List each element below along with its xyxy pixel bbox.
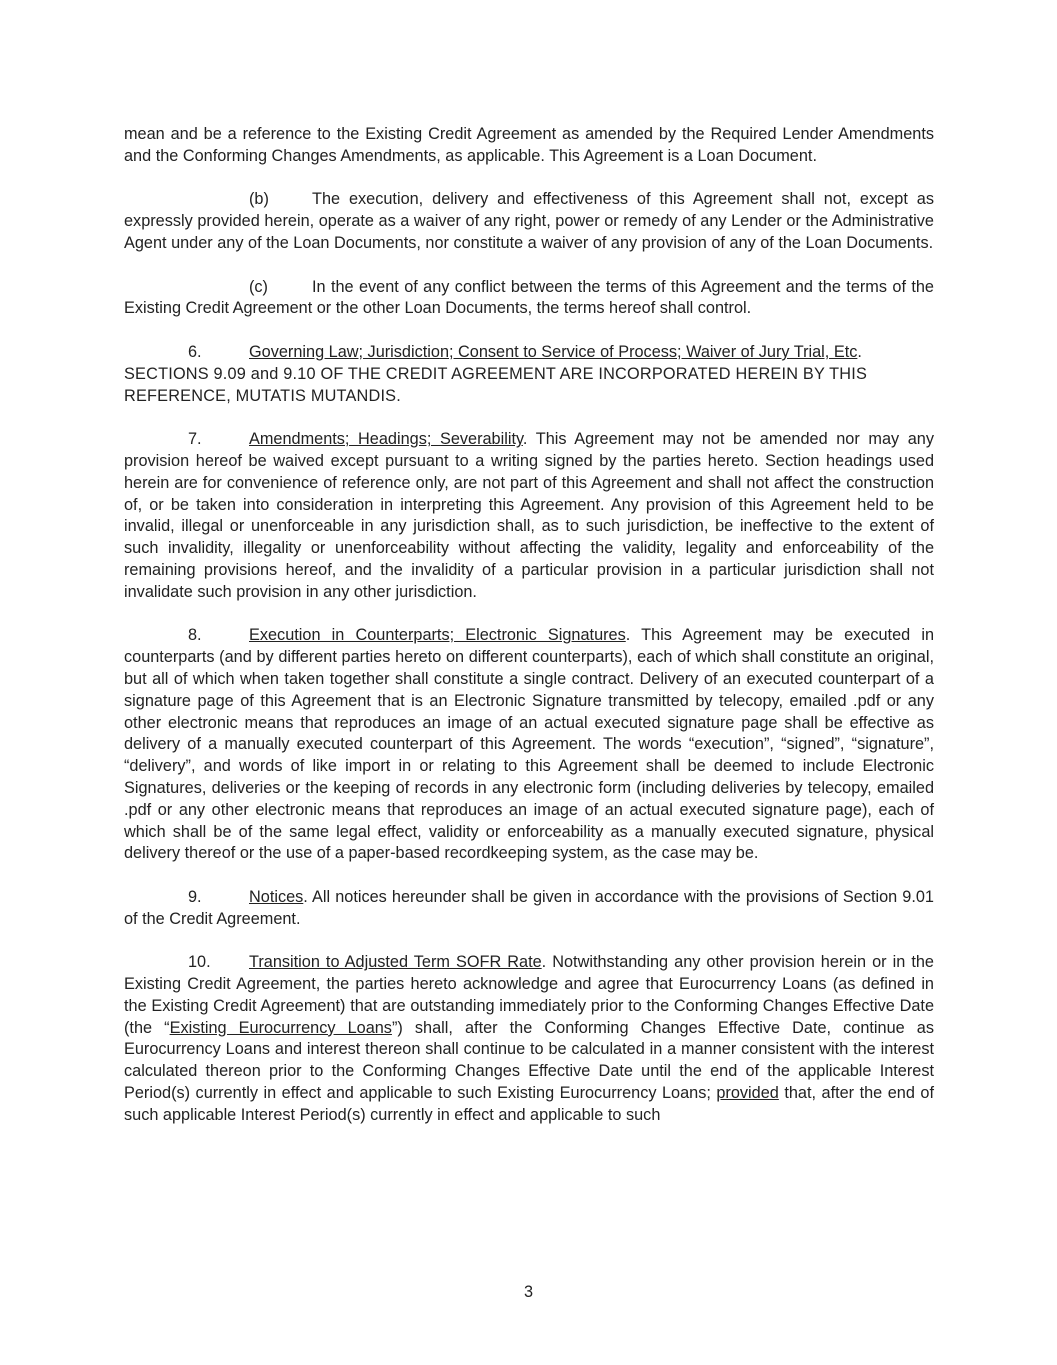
section-7 [124,429,934,603]
section-6-heading: Governing Law; Jurisdiction; Consent to Service of Process; Waiver of Jury Trial, Etc [249,342,858,361]
section-10-text-b: ”) shall, after the Conforming Changes Effective Date, continue as Eurocurrency Loans and interest thereon shall continue to be calculated in a manner consistent with the interest calculated thereon prior to the Conforming Changes Effective Date until the end of the applicable Interest Period(s) currently in effect and applicable to such Existing Eurocurrency Loans; [124,1018,934,1103]
intro-paragraph [124,124,934,168]
section-9-number: 9. [188,887,202,906]
subsection-b [124,189,934,254]
section-10-number: 10. [188,953,211,972]
page-number: 3 [523,1283,534,1301]
section-9-text: . All notices hereunder shall be given in accordance with the provisions of Section 9.01 of the Credit Agreement. [124,887,934,928]
subsection-b-text: The execution, delivery and effectiveness of this Agreement shall not, except as expressly provided herein, operate as a waiver of any right, power or remedy of any Lender or the Administrative Agent under any of the Loan Documents, nor constitute a waiver of any provision of any of the Loan Documents. [124,190,934,252]
section-6 [124,342,934,407]
section-10-text-c: that, after the end of such applicable Interest Period(s) currently in effect and applicable to such [124,1084,934,1124]
section-7-number: 7. [188,430,202,449]
section-6-number: 6. [188,342,202,361]
section-10-text-a: . Notwithstanding any other provision herein or in the Existing Credit Agreement, the parties hereto acknowledge and agree that Eurocurrency Loans (as defined in the Existing Credit Agreement) that are outstanding immediately prior to the Conforming Changes Effective Date (the “ [124,953,934,1037]
subsection-c-text: In the event of any conflict between the terms of this Agreement and the terms of the Existing Credit Agreement or the other Loan Documents, the terms hereof shall control. [124,277,934,318]
section-8-number: 8. [188,626,202,645]
section-8-heading: Execution in Counterparts; Electronic Signatures [249,626,626,645]
intro-text: mean and be a reference to the Existing Credit Agreement as amended by the Required Lender Amendments and the Conforming Changes Amendments, as applicable. This Agreement is a Loan Document. [124,125,934,165]
section-9-heading: Notices [249,887,304,906]
section-6-text: SECTIONS 9.09 and 9.10 OF THE CREDIT AGREEMENT ARE INCORPORATED HEREIN BY THIS REFERENCE, MUTATIS MUTANDIS. [124,364,868,405]
section-7-heading: Amendments; Headings; Severability [249,430,523,449]
section-8-text: . This Agreement may be executed in counterparts (and by different parties hereto on different counterparts), each of which shall constitute an original, but all of which when taken together shall constitute a single contract. Delivery of an executed counterpart of a signature page of this Agreement that is an Electronic Signature transmitted by telecopy, emailed .pdf or any other electronic means that reproduces an image of an actual executed signature page shall be effective as delivery of a manually executed counterpart of this Agreement. The words “execution”, “signed”, “signature”, “delivery”, and words of like import in or relating to this Agreement shall be deemed to include Electronic Signatures, deliveries or the keeping of records in any electronic form (including deliveries by telecopy, emailed .pdf or any other electronic means that reproduces an image of an actual executed signature page), each of which shall be of the same legal effect, validity or enforceability as a manually executed signature, physical delivery thereof or the use of a paper-based recordkeeping system, as the case may be. [124,626,934,863]
document-page [124,124,934,1148]
section-10-proviso: provided [716,1084,779,1103]
section-7-text: . This Agreement may not be amended nor may any provision hereof be waived except pursuant to a writing signed by the parties hereto. Section headings used herein are for convenience of reference only, are not part of this Agreement and shall not affect the construction of, or be taken into consideration in interpreting this Agreement. Any provision of this Agreement held to be invalid, illegal or unenforceable in any jurisdiction shall, as to such jurisdiction, be ineffective to the extent of such invalidity, illegality or unenforceability without affecting the validity, legality and enforceability of the remaining provisions hereof, and the invalidity of a particular provision in a particular jurisdiction shall not invalidate such provision in any other jurisdiction. [124,430,934,601]
subsection-c-label: (c) [249,277,268,296]
section-9 [124,887,934,931]
section-10-heading: Transition to Adjusted Term SOFR Rate [249,953,542,972]
subsection-b-label: (b) [249,190,269,209]
section-8 [124,625,934,865]
section-10 [124,952,934,1126]
subsection-c [124,277,934,321]
section-6-period: . [857,342,862,361]
section-10-defined-term: Existing Eurocurrency Loans [169,1018,392,1037]
